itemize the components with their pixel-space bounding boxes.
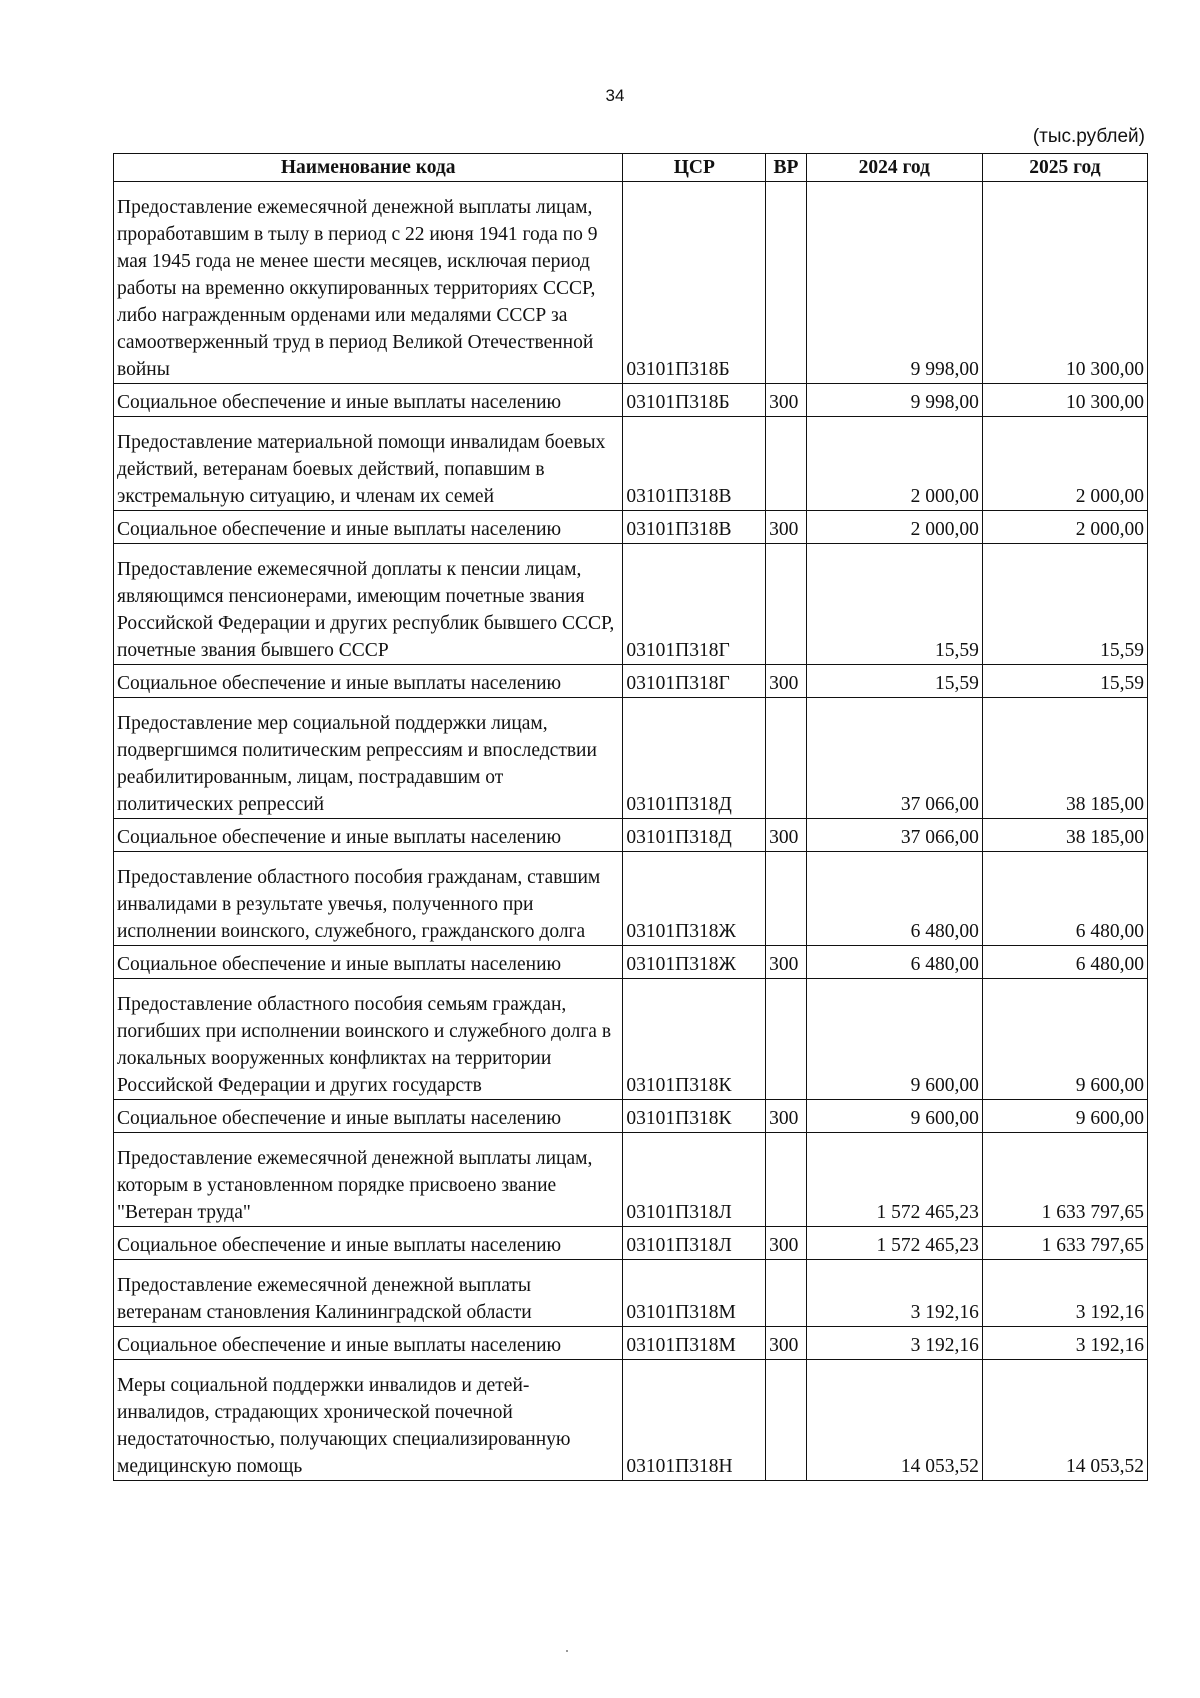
table-row	[114, 417, 1148, 511]
cell-2024: 3 192,16	[806, 1327, 982, 1360]
cell-2025: 15,59	[982, 544, 1147, 665]
header-2024: 2024 год	[806, 154, 982, 182]
cell-2024: 1 572 465,23	[806, 1227, 982, 1260]
cell-2025: 9 600,00	[982, 1100, 1147, 1133]
cell-name: Предоставление ежемесячной денежной выплаты лицам, проработавшим в тылу в период с 22 июня 1941 года по 9 мая 1945 года не менее шести месяцев, исключая период работы на временно оккупированных территориях СССР, либо награжденным орденами или медалями СССР за самоотверженный труд в период Великой Отечественной войны	[114, 182, 623, 384]
header-csr: ЦСР	[623, 154, 766, 182]
cell-vr	[766, 1360, 807, 1481]
cell-2024: 3 192,16	[806, 1260, 982, 1327]
cell-name: Предоставление ежемесячной денежной выплаты лицам, которым в установленном порядке присвоено звание "Ветеран труда"	[114, 1133, 623, 1227]
cell-2024: 14 053,52	[806, 1360, 982, 1481]
cell-csr: 03101П318Б	[623, 182, 766, 384]
table-row	[114, 544, 1148, 665]
cell-name: Предоставление областного пособия семьям граждан, погибших при исполнении воинского и служебного долга в локальных вооруженных конфликтах на территории Российской Федерации и других государств	[114, 979, 623, 1100]
cell-name: Социальное обеспечение и иные выплаты населению	[114, 819, 623, 852]
cell-csr: 03101П318Л	[623, 1227, 766, 1260]
cell-2024: 9 600,00	[806, 979, 982, 1100]
table-row	[114, 1360, 1148, 1481]
cell-2024: 6 480,00	[806, 852, 982, 946]
cell-vr: 300	[766, 1227, 807, 1260]
cell-2024: 37 066,00	[806, 819, 982, 852]
table-body	[114, 182, 1148, 1481]
budget-table	[113, 153, 1148, 1481]
table-row	[114, 511, 1148, 544]
cell-csr: 03101П318В	[623, 417, 766, 511]
cell-vr: 300	[766, 1327, 807, 1360]
table-row	[114, 698, 1148, 819]
table-row	[114, 1227, 1148, 1260]
table-row	[114, 384, 1148, 417]
cell-name: Предоставление ежемесячной денежной выплаты ветеранам становления Калининградской области	[114, 1260, 623, 1327]
header-name: Наименование кода	[114, 154, 623, 182]
header-2025: 2025 год	[982, 154, 1147, 182]
cell-vr: 300	[766, 819, 807, 852]
cell-2025: 3 192,16	[982, 1260, 1147, 1327]
cell-2025: 10 300,00	[982, 182, 1147, 384]
cell-csr: 03101П318Н	[623, 1360, 766, 1481]
cell-csr: 03101П318Г	[623, 665, 766, 698]
table-row	[114, 819, 1148, 852]
cell-vr	[766, 1260, 807, 1327]
cell-2024: 2 000,00	[806, 417, 982, 511]
cell-2025: 15,59	[982, 665, 1147, 698]
table-row	[114, 852, 1148, 946]
cell-csr: 03101П318Д	[623, 819, 766, 852]
cell-name: Предоставление мер социальной поддержки лицам, подвергшимся политическим репрессиям и впоследствии реабилитированным, лицам, пострадавшим от политических репрессий	[114, 698, 623, 819]
cell-2025: 6 480,00	[982, 852, 1147, 946]
cell-2024: 2 000,00	[806, 511, 982, 544]
table-row	[114, 1327, 1148, 1360]
cell-name: Меры социальной поддержки инвалидов и детей-инвалидов, страдающих хронической почечной недостаточностью, получающих специализированную медицинскую помощь	[114, 1360, 623, 1481]
cell-vr	[766, 698, 807, 819]
cell-name: Предоставление областного пособия гражданам, ставшим инвалидами в результате увечья, полученного при исполнении воинского, служебного, гражданского долга	[114, 852, 623, 946]
cell-2024: 9 998,00	[806, 384, 982, 417]
units-label: (тыс.рублей)	[1032, 126, 1145, 147]
table-row	[114, 1260, 1148, 1327]
cell-2025: 38 185,00	[982, 819, 1147, 852]
table-row	[114, 1100, 1148, 1133]
cell-vr: 300	[766, 946, 807, 979]
cell-2025: 3 192,16	[982, 1327, 1147, 1360]
cell-vr: 300	[766, 511, 807, 544]
cell-name: Социальное обеспечение и иные выплаты населению	[114, 665, 623, 698]
scan-speck	[566, 1650, 568, 1652]
cell-2025: 2 000,00	[982, 511, 1147, 544]
cell-vr	[766, 417, 807, 511]
cell-name: Социальное обеспечение и иные выплаты населению	[114, 946, 623, 979]
cell-vr	[766, 979, 807, 1100]
cell-csr: 03101П318Б	[623, 384, 766, 417]
cell-vr	[766, 544, 807, 665]
cell-2024: 15,59	[806, 544, 982, 665]
cell-vr	[766, 1133, 807, 1227]
table-row	[114, 979, 1148, 1100]
cell-name: Социальное обеспечение и иные выплаты населению	[114, 1227, 623, 1260]
cell-2024: 6 480,00	[806, 946, 982, 979]
cell-csr: 03101П318К	[623, 979, 766, 1100]
cell-csr: 03101П318Ж	[623, 946, 766, 979]
cell-csr: 03101П318Д	[623, 698, 766, 819]
cell-csr: 03101П318В	[623, 511, 766, 544]
cell-vr: 300	[766, 1100, 807, 1133]
cell-vr: 300	[766, 384, 807, 417]
cell-2025: 9 600,00	[982, 979, 1147, 1100]
cell-name: Социальное обеспечение и иные выплаты населению	[114, 1100, 623, 1133]
table-row	[114, 1133, 1148, 1227]
cell-csr: 03101П318К	[623, 1100, 766, 1133]
cell-2025: 1 633 797,65	[982, 1133, 1147, 1227]
cell-name: Социальное обеспечение и иные выплаты населению	[114, 384, 623, 417]
cell-name: Предоставление материальной помощи инвалидам боевых действий, ветеранам боевых действий, попавшим в экстремальную ситуацию, и членам их семей	[114, 417, 623, 511]
cell-2025: 38 185,00	[982, 698, 1147, 819]
page-number: 34	[605, 86, 625, 105]
cell-name: Предоставление ежемесячной доплаты к пенсии лицам, являющимся пенсионерами, имеющим почетные звания Российской Федерации и других республик бывшего СССР, почетные звания бывшего СССР	[114, 544, 623, 665]
cell-2025: 2 000,00	[982, 417, 1147, 511]
cell-2025: 10 300,00	[982, 384, 1147, 417]
cell-csr: 03101П318Ж	[623, 852, 766, 946]
cell-2025: 6 480,00	[982, 946, 1147, 979]
cell-csr: 03101П318Л	[623, 1133, 766, 1227]
cell-2025: 1 633 797,65	[982, 1227, 1147, 1260]
table-header-row	[114, 154, 1148, 182]
cell-2024: 37 066,00	[806, 698, 982, 819]
cell-2024: 9 998,00	[806, 182, 982, 384]
cell-csr: 03101П318М	[623, 1260, 766, 1327]
cell-name: Социальное обеспечение и иные выплаты населению	[114, 511, 623, 544]
cell-2025: 14 053,52	[982, 1360, 1147, 1481]
header-vr: ВР	[766, 154, 807, 182]
table-row	[114, 182, 1148, 384]
cell-2024: 9 600,00	[806, 1100, 982, 1133]
cell-2024: 1 572 465,23	[806, 1133, 982, 1227]
table-row	[114, 946, 1148, 979]
cell-vr	[766, 852, 807, 946]
cell-csr: 03101П318М	[623, 1327, 766, 1360]
cell-name: Социальное обеспечение и иные выплаты населению	[114, 1327, 623, 1360]
cell-vr	[766, 182, 807, 384]
cell-2024: 15,59	[806, 665, 982, 698]
cell-csr: 03101П318Г	[623, 544, 766, 665]
cell-vr: 300	[766, 665, 807, 698]
table-row	[114, 665, 1148, 698]
